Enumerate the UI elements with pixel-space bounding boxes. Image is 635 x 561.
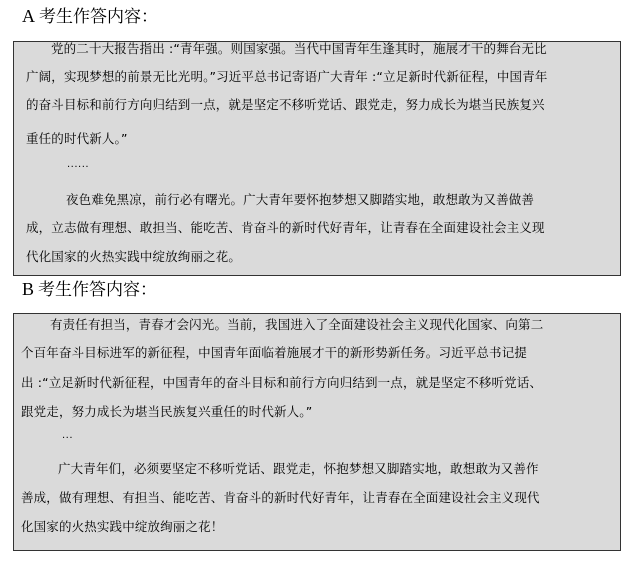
section-a-heading: [22, 6, 158, 27]
section-a-title: 考生作答内容：: [39, 7, 158, 26]
section-a-para1-line4: 重任的时代新人。”: [26, 131, 128, 146]
section-b-para2-line3: 化国家的火热实践中绽放绚丽之花！: [21, 519, 224, 534]
section-b-para1-line3: 出 :“立足新时代新征程，中国青年的奋斗目标和前行方向归结到一点，就是坚定不移听党话、: [21, 375, 543, 390]
section-b-para1-line4: 跟党走，努力成长为堪当民族复兴重任的时代新人。”: [21, 404, 313, 419]
section-a-para1-line2: 广阔，实现梦想的前景无比光明。”习近平总书记寄语广大青年 :“立足新时代新征程，中国青年: [26, 69, 548, 84]
section-a-ellipsis: ......: [67, 159, 90, 170]
section-a-para1-line1: 党的二十大报告指出 :“青年强。则国家强。当代中国青年生逢其时，施展才干的舞台无比: [51, 41, 547, 56]
section-b-letter: B: [22, 279, 35, 299]
section-a-para2-line1: 夜色难免黑凉，前行必有曙光。广大青年要怀抱梦想又脚踏实地，敢想敢为又善做善: [66, 192, 535, 207]
section-b-ellipsis: ...: [62, 430, 74, 441]
section-b-para1-line2: 个百年奋斗目标进军的新征程，中国青年面临着施展才干的新形势新任务。习近平总书记提: [21, 345, 528, 360]
section-a-para2-line2: 成，立志做有理想、敢担当、能吃苦、肯奋斗的新时代好青年，让青春在全面建设社会主义现: [26, 220, 545, 235]
section-a-para2-line3: 代化国家的火热实践中绽放绚丽之花。: [26, 249, 242, 264]
section-a-para1-line3: 的奋斗目标和前行方向归结到一点，就是坚定不移听党话、跟党走，努力成长为堪当民族复兴: [26, 97, 545, 112]
section-a-letter: A: [22, 6, 35, 26]
section-b-para1-line1: 有责任有担当，青春才会闪光。当前，我国进入了全面建设社会主义现代化国家、向第二: [50, 317, 544, 332]
section-b-heading: [22, 279, 157, 300]
section-b-para2-line2: 善成，做有理想、有担当、能吃苦、肯奋斗的新时代好青年，让青春在全面建设社会主义现代: [21, 490, 540, 505]
section-b-title: 考生作答内容：: [38, 280, 158, 299]
section-b-para2-line1: 广大青年们，必须要坚定不移听党话、跟党走，怀抱梦想又脚踏实地，敢想敢为又善作: [58, 461, 539, 476]
